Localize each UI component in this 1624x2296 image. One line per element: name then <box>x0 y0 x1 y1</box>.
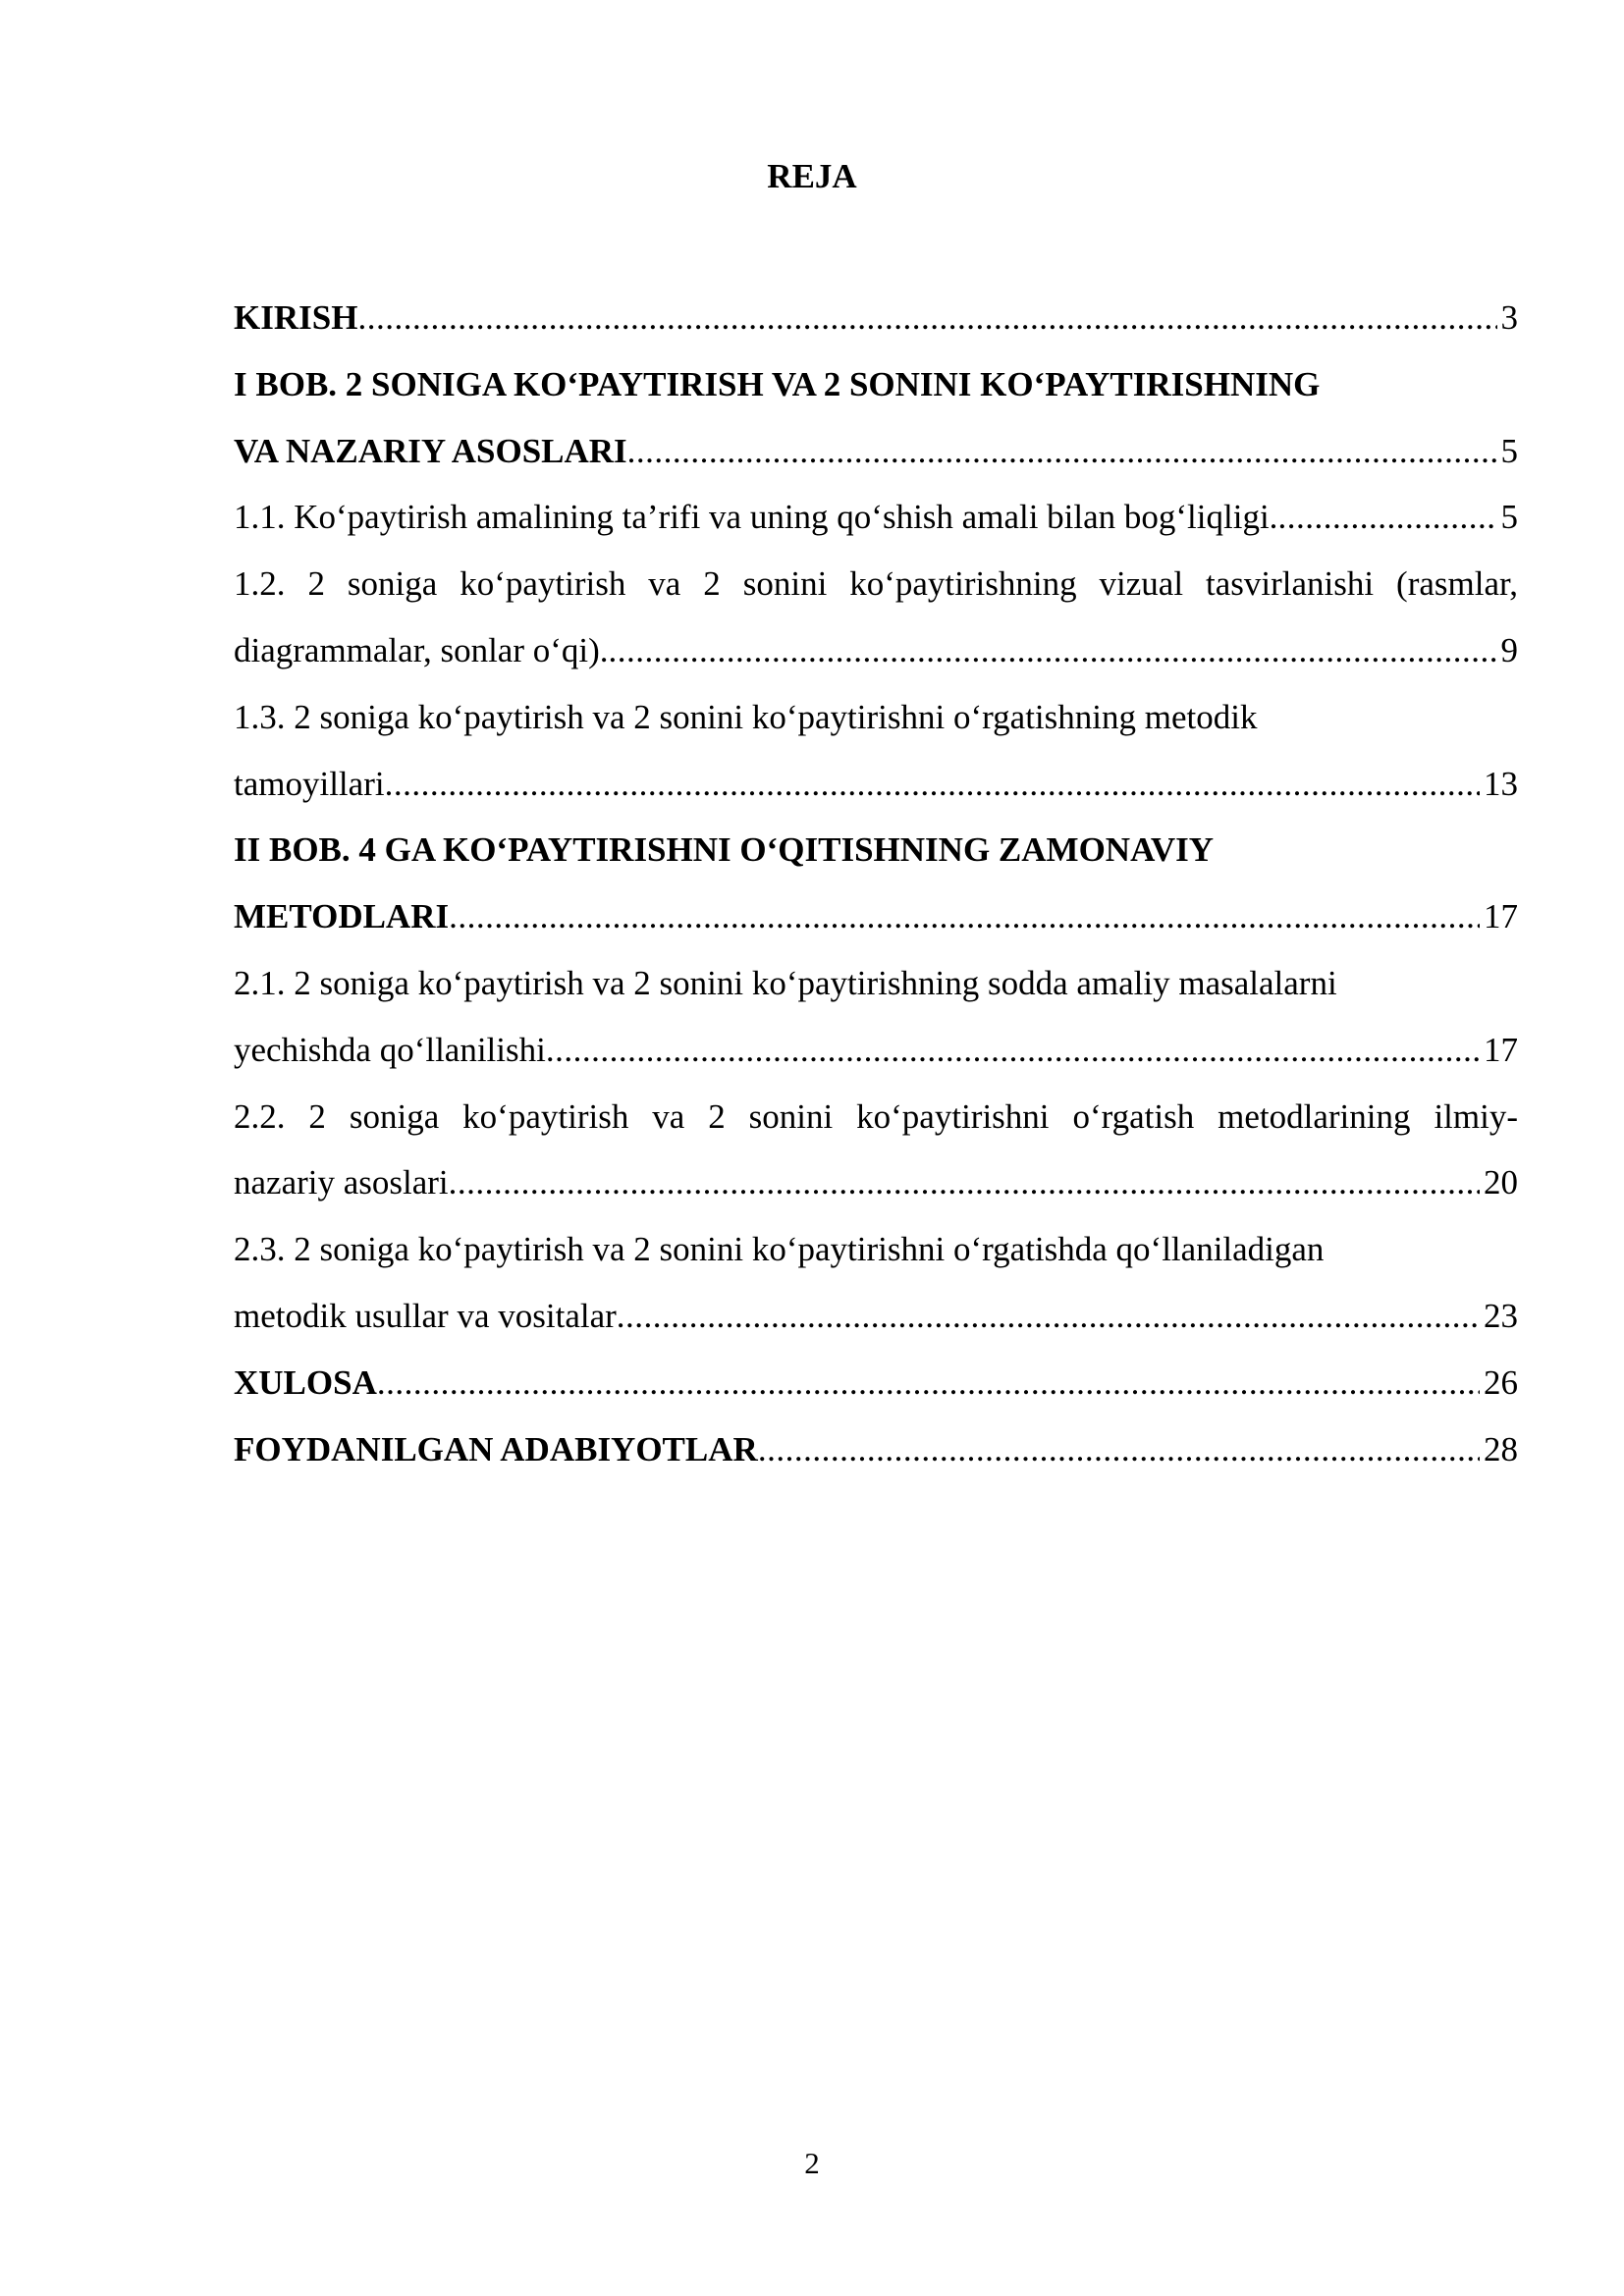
toc-page-number: 20 <box>1484 1163 1518 1202</box>
toc-entry-title-line2: yechishda qo‘llanilishi <box>234 1030 546 1069</box>
toc-entry-title-line1: 2.3. 2 soniga ko‘paytirish va 2 sonini ko‘paytirishni o‘rgatishda qo‘llaniladigan <box>234 1230 1325 1269</box>
dot-leader <box>627 418 1497 485</box>
dot-leader <box>377 1350 1480 1416</box>
toc-entry-title-line1: 1.2. 2 soniga ko‘paytirish va 2 sonini ko‘paytirishning vizual tasvirlanishi (rasmlar, <box>234 564 1518 604</box>
page-number: 2 <box>804 2146 820 2180</box>
toc-entry-kirish[interactable] <box>234 285 1518 351</box>
toc-page-number: 17 <box>1484 897 1518 936</box>
toc-entry-bob-2[interactable] <box>234 817 1518 950</box>
toc-entry-title: XULOSA <box>234 1362 377 1402</box>
toc-entry-title-line2: diagrammalar, sonlar o‘qi). <box>234 630 609 669</box>
toc-entry-1-1[interactable] <box>234 484 1518 551</box>
toc-entry-2-1[interactable] <box>234 950 1518 1084</box>
dot-leader <box>546 1017 1480 1084</box>
dot-leader <box>357 285 1496 351</box>
toc-entry-title: KIRISH <box>234 298 358 337</box>
toc-entry-adabiyotlar[interactable] <box>234 1416 1518 1483</box>
toc-entry-title-line1: I BOB. 2 SONIGA KO‘PAYTIRISH VA 2 SONINI KO‘PAYTIRISHNING <box>234 364 1321 403</box>
toc-entry-1-2[interactable] <box>234 551 1518 684</box>
toc-entry-title-line1: II BOB. 4 GA KO‘PAYTIRISHNI O‘QITISHNING ZAMONAVIY <box>234 830 1215 870</box>
dot-leader <box>758 1416 1480 1483</box>
toc-entry-title-line1: 2.1. 2 soniga ko‘paytirish va 2 sonini ko‘paytirishning sodda amaliy masalalarni <box>234 963 1337 1002</box>
toc-entry-title: 1.1. Ko‘paytirish amalining ta’rifi va uning qo‘shish amali bilan bog‘liqligi. <box>234 498 1278 537</box>
toc-entry-1-3[interactable] <box>234 684 1518 818</box>
toc-page-number: 5 <box>1500 498 1518 537</box>
toc-entry-bob-1[interactable] <box>234 351 1518 485</box>
toc-page-number: 23 <box>1484 1296 1518 1335</box>
toc-page-number: 13 <box>1484 764 1518 803</box>
toc-page-number: 17 <box>1484 1030 1518 1069</box>
dot-leader <box>449 883 1480 950</box>
toc-entry-title-line1: 1.3. 2 soniga ko‘paytirish va 2 sonini ko‘paytirishni o‘rgatishning metodik <box>234 697 1258 736</box>
toc-page-number: 28 <box>1484 1429 1518 1468</box>
toc-page-number: 26 <box>1484 1362 1518 1402</box>
toc-entry-2-2[interactable] <box>234 1084 1518 1217</box>
toc-entry-title-line2: nazariy asoslari <box>234 1163 449 1202</box>
toc-entry-2-3[interactable] <box>234 1216 1518 1350</box>
dot-leader <box>617 1283 1480 1350</box>
toc-entry-title-line1: 2.2. 2 soniga ko‘paytirish va 2 sonini ko‘paytirishni o‘rgatish metodlarining ilmiy- <box>234 1096 1518 1136</box>
dot-leader <box>1277 484 1496 551</box>
toc-entry-title-line2: VA NAZARIY ASOSLARI <box>234 431 627 470</box>
page-title: REJA <box>767 157 857 195</box>
toc-entry-title-line2: tamoyillari <box>234 764 385 803</box>
toc-entry-title-line2: METODLARI <box>234 897 450 936</box>
dot-leader <box>449 1149 1480 1216</box>
toc-page-number: 5 <box>1500 431 1518 470</box>
toc-page-number: 9 <box>1500 630 1518 669</box>
dot-leader <box>385 751 1480 818</box>
toc-page-number: 3 <box>1500 298 1518 337</box>
dot-leader <box>609 617 1497 684</box>
toc-entry-title-line2: metodik usullar va vositalar <box>234 1296 617 1335</box>
toc-entry-title: FOYDANILGAN ADABIYOTLAR <box>234 1429 758 1468</box>
table-of-contents <box>234 285 1518 1482</box>
toc-entry-xulosa[interactable] <box>234 1350 1518 1416</box>
